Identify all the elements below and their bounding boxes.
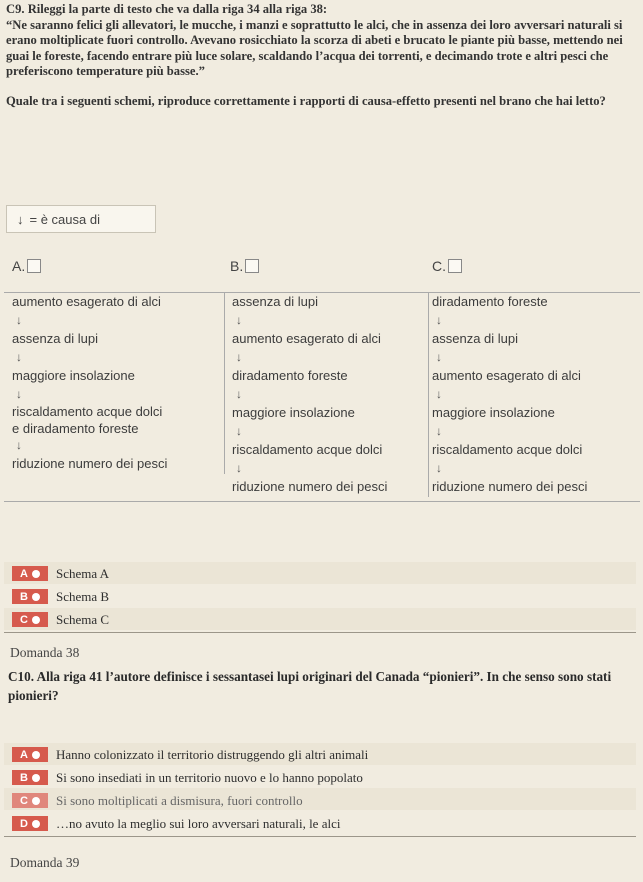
down-arrow-icon: ↓ — [16, 387, 22, 401]
down-arrow-icon: ↓ — [16, 350, 22, 364]
radio-icon — [32, 774, 40, 782]
domanda-38: Domanda 38 — [10, 645, 80, 660]
option-c-label[interactable]: C. — [432, 258, 462, 274]
schema-a-item: riscaldamento acque dolci — [12, 404, 163, 419]
schema-a-item: e diradamento foreste — [12, 421, 139, 436]
down-arrow-icon: ↓ — [436, 350, 442, 364]
schema-b-item: riscaldamento acque dolci — [232, 442, 383, 457]
answer-badge[interactable]: C — [12, 793, 48, 808]
radio-icon — [32, 797, 40, 805]
c9-answer-a[interactable] — [12, 564, 109, 583]
radio-icon — [32, 820, 40, 828]
answer-badge[interactable]: A — [12, 566, 48, 581]
answer-text: Schema A — [56, 565, 110, 581]
option-a-label[interactable]: A. — [12, 258, 41, 274]
down-arrow-icon: ↓ — [17, 211, 24, 227]
c9-question: Quale tra i seguenti schemi, riproduce correttamente i rapporti di causa-effetto presenti nel brano che hai letto? — [6, 93, 606, 108]
answer-text: Si sono moltiplicati a dismisura, fuori controllo — [56, 792, 303, 808]
schema-b-item: assenza di lupi — [232, 294, 318, 309]
down-arrow-icon: ↓ — [236, 461, 242, 475]
question-c10: C10. Alla riga 41 l’autore definisce i sessantasei lupi originari del Canada “pionieri”. In che senso sono stati pionieri? — [8, 669, 612, 703]
down-arrow-icon: ↓ — [16, 313, 22, 327]
schema-a-item: riduzione numero dei pesci — [12, 456, 168, 471]
answer-text: Schema C — [56, 611, 110, 627]
answer-badge[interactable]: A — [12, 747, 48, 762]
radio-icon — [32, 570, 40, 578]
down-arrow-icon: ↓ — [436, 424, 442, 438]
schema-c-item: riscaldamento acque dolci — [432, 442, 583, 457]
schema-b-item: riduzione numero dei pesci — [232, 479, 388, 494]
answer-badge[interactable]: B — [12, 770, 48, 785]
schema-c-item: assenza di lupi — [432, 331, 518, 346]
answer-badge[interactable]: D — [12, 816, 48, 831]
c9-answer-b[interactable] — [12, 587, 109, 606]
option-b-checkbox[interactable] — [245, 259, 259, 273]
radio-icon — [32, 593, 40, 601]
question-c9 — [6, 2, 638, 110]
c9-quote: “Ne saranno felici gli allevatori, le mucche, i manzi e soprattutto le alci, che in assenza dei loro avversari naturali si erano moltiplicate fuori controllo. Avevano rosicchiato la scorza di abeti e brucato le piante più basse, mettendo nei guai le foreste, facendo entrare più luce solare, scaldando l’acqua dei torrenti, e decimando trote e altri pesci che preferiscono temperature più basse.” — [6, 17, 623, 79]
schema-a — [12, 292, 225, 474]
radio-icon — [32, 616, 40, 624]
schema-c-item: diradamento foreste — [432, 294, 548, 309]
domanda-39: Domanda 39 — [10, 855, 80, 870]
answer-text: Hanno colonizzato il territorio distruggendo gli altri animali — [56, 746, 369, 762]
answer-text: Si sono insediati in un territorio nuovo e lo hanno popolato — [56, 769, 363, 785]
down-arrow-icon: ↓ — [436, 387, 442, 401]
c10-answer-a[interactable] — [12, 745, 368, 764]
down-arrow-icon: ↓ — [436, 461, 442, 475]
schema-a-item: maggiore insolazione — [12, 368, 135, 383]
schema-b — [232, 292, 429, 497]
legend-text: = è causa di — [29, 211, 100, 227]
down-arrow-icon: ↓ — [236, 387, 242, 401]
schema-b-item: diradamento foreste — [232, 368, 348, 383]
down-arrow-icon: ↓ — [16, 438, 22, 452]
radio-icon — [32, 751, 40, 759]
c10-answer-d[interactable] — [12, 814, 340, 833]
option-c-checkbox[interactable] — [448, 259, 462, 273]
answer-text: …no avuto la meglio sui loro avversari naturali, le alci — [56, 815, 341, 831]
schema-c-item: maggiore insolazione — [432, 405, 555, 420]
divider — [4, 836, 636, 837]
down-arrow-icon: ↓ — [236, 313, 242, 327]
schema-b-item: maggiore insolazione — [232, 405, 355, 420]
c9-intro: C9. Rileggi la parte di testo che va dalla riga 34 alla riga 38: — [6, 2, 328, 16]
schema-a-item: aumento esagerato di alci — [12, 294, 161, 309]
answer-badge[interactable]: C — [12, 612, 48, 627]
arrow-legend — [6, 205, 156, 233]
schema-c-item: riduzione numero dei pesci — [432, 479, 588, 494]
divider — [4, 632, 636, 633]
schema-b-item: aumento esagerato di alci — [232, 331, 381, 346]
down-arrow-icon: ↓ — [436, 313, 442, 327]
schema-c-item: aumento esagerato di alci — [432, 368, 581, 383]
down-arrow-icon: ↓ — [236, 424, 242, 438]
schema-a-item: assenza di lupi — [12, 331, 98, 346]
c10-answer-c[interactable] — [12, 791, 303, 810]
down-arrow-icon: ↓ — [236, 350, 242, 364]
schema-c — [432, 292, 638, 497]
option-a-checkbox[interactable] — [27, 259, 41, 273]
option-b-label[interactable]: B. — [230, 258, 259, 274]
c9-answer-c[interactable] — [12, 610, 109, 629]
c10-answer-b[interactable] — [12, 768, 363, 787]
answer-text: Schema B — [56, 588, 110, 604]
answer-badge[interactable]: B — [12, 589, 48, 604]
